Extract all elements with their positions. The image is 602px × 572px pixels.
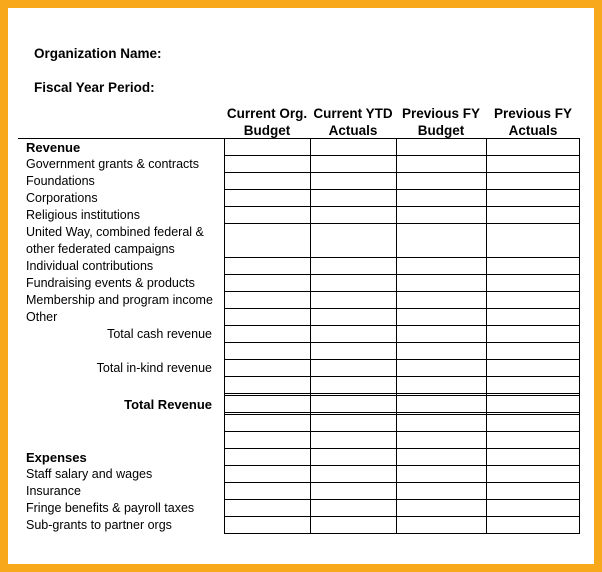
grid-row-rule (224, 482, 580, 483)
total-inkind-revenue-label: Total in-kind revenue (96, 361, 212, 375)
grid-top-rule (18, 138, 580, 139)
total-cash-revenue-label: Total cash revenue (107, 327, 212, 341)
grid-double-rule (224, 395, 580, 396)
column-header-previous-budget: Previous FY Budget (401, 106, 481, 138)
revenue-item: Foundations (26, 174, 95, 188)
expense-item: Sub-grants to partner orgs (26, 518, 172, 532)
grid-bottom-rule (224, 533, 580, 534)
grid-row-rule (224, 223, 580, 224)
grid-row-rule (224, 465, 580, 466)
expense-item: Fringe benefits & payroll taxes (26, 501, 195, 515)
revenue-item: Other (26, 310, 58, 324)
grid-row-rule (224, 291, 580, 292)
grid-row-rule (224, 342, 580, 343)
grid-row-rule (224, 516, 580, 517)
grid-double-rule (224, 412, 580, 413)
revenue-item: Individual contributions (26, 259, 154, 273)
column-header-current-budget: Current Org. Budget (226, 106, 308, 138)
grid-column-rule (310, 138, 311, 534)
revenue-heading: Revenue (26, 140, 81, 155)
expense-item: Insurance (26, 484, 81, 498)
expense-item: Staff salary and wages (26, 467, 153, 481)
grid-column-rule (224, 138, 225, 534)
revenue-item: United Way, combined federal & (26, 225, 204, 239)
revenue-item: other federated campaigns (26, 242, 175, 256)
grid-row-rule (224, 257, 580, 258)
total-revenue-label: Total Revenue (124, 397, 212, 412)
revenue-item: Membership and program income (26, 293, 213, 307)
revenue-item: Corporations (26, 191, 98, 205)
grid-column-rule (396, 138, 397, 534)
expenses-heading: Expenses (26, 450, 87, 465)
grid-row-rule (224, 155, 580, 156)
grid-column-rule (579, 138, 580, 534)
grid-row-rule (224, 376, 580, 377)
revenue-item: Fundraising events & products (26, 276, 195, 290)
organization-name-label: Organization Name: (34, 46, 162, 61)
grid-row-rule (224, 189, 580, 190)
grid-row-rule (224, 325, 580, 326)
column-header-previous-actuals: Previous FY Actuals (493, 106, 573, 138)
grid-row-rule (224, 359, 580, 360)
grid-row-rule (224, 393, 580, 394)
grid-row-rule (224, 274, 580, 275)
fiscal-year-label: Fiscal Year Period: (34, 80, 155, 95)
grid-row-rule (224, 206, 580, 207)
revenue-item: Government grants & contracts (26, 157, 199, 171)
budget-grid (224, 138, 580, 534)
grid-row-rule (224, 414, 580, 415)
grid-row-rule (224, 308, 580, 309)
grid-row-rule (224, 448, 580, 449)
grid-row-rule (224, 499, 580, 500)
grid-row-rule (224, 172, 580, 173)
grid-column-rule (486, 138, 487, 534)
column-header-current-actuals: Current YTD Actuals (313, 106, 393, 138)
grid-row-rule (224, 431, 580, 432)
revenue-item: Religious institutions (26, 208, 140, 222)
